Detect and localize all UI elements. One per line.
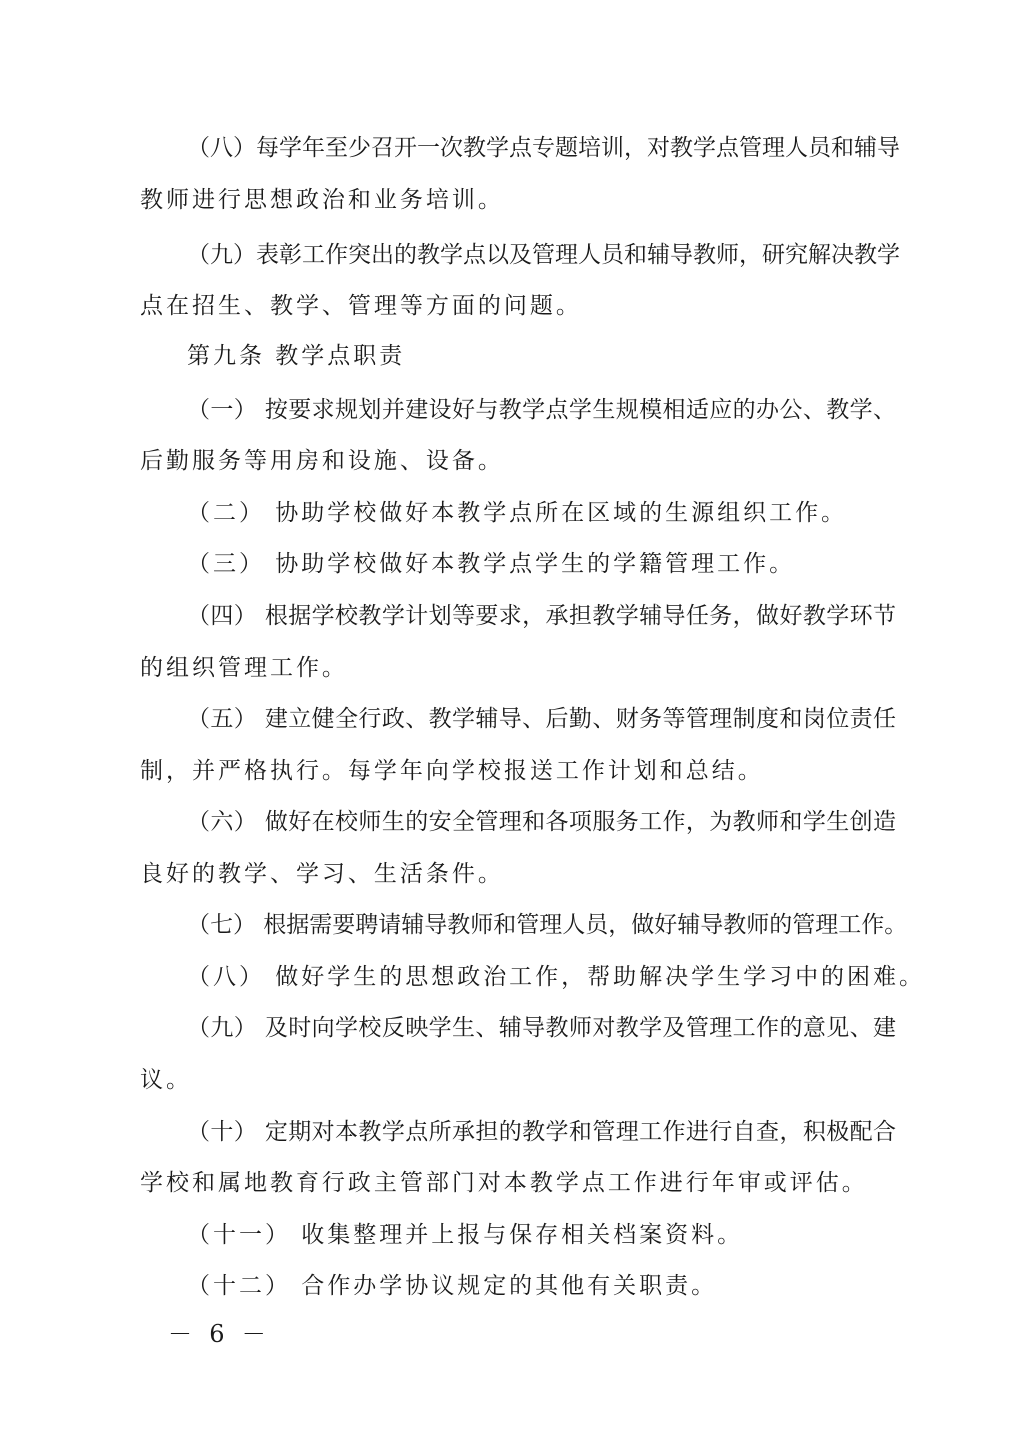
text-line: （十） 定期对本教学点所承担的教学和管理工作进行自查，积极配合	[187, 1119, 896, 1145]
text-line: 学校和属地教育行政主管部门对本教学点工作进行年审或评估。	[140, 1170, 868, 1196]
page-number: － 6 －	[168, 1320, 271, 1348]
text-line: （八） 做好学生的思想政治工作，帮助解决学生学习中的困难。	[187, 964, 926, 990]
text-line: （五） 建立健全行政、教学辅导、后勤、财务等管理制度和岗位责任	[187, 706, 896, 732]
text-line: （七） 根据需要聘请辅导教师和管理人员，做好辅导教师的管理工作。	[187, 912, 908, 938]
text-line: 的组织管理工作。	[140, 655, 348, 681]
text-line: （十一） 收集整理并上报与保存相关档案资料。	[187, 1222, 744, 1248]
text-line: （九） 及时向学校反映学生、辅导教师对教学及管理工作的意见、建	[187, 1015, 896, 1041]
text-line: 后勤服务等用房和设施、设备。	[140, 448, 504, 474]
text-line: （四） 根据学校教学计划等要求，承担教学辅导任务，做好教学环节	[187, 603, 896, 629]
text-line: （二） 协助学校做好本教学点所在区域的生源组织工作。	[187, 500, 848, 526]
text-line: （九）表彰工作突出的教学点以及管理人员和辅导教师，研究解决教学	[187, 242, 900, 268]
text-line: 点在招生、教学、管理等方面的问题。	[140, 293, 582, 319]
section-heading: 第九条 教学点职责	[187, 343, 406, 369]
text-line: 议。	[140, 1067, 192, 1093]
text-line: （三） 协助学校做好本教学点学生的学籍管理工作。	[187, 551, 796, 577]
text-line: 良好的教学、学习、生活条件。	[140, 861, 504, 887]
text-line: 制，并严格执行。每学年向学校报送工作计划和总结。	[140, 758, 764, 784]
text-line: （八）每学年至少召开一次教学点专题培训，对教学点管理人员和辅导	[187, 135, 900, 161]
text-line: （一） 按要求规划并建设好与教学点学生规模相适应的办公、教学、	[187, 397, 896, 423]
text-line: 教师进行思想政治和业务培训。	[140, 187, 504, 213]
text-line: （十二） 合作办学协议规定的其他有关职责。	[187, 1273, 718, 1299]
text-line: （六） 做好在校师生的安全管理和各项服务工作，为教师和学生创造	[187, 809, 896, 835]
